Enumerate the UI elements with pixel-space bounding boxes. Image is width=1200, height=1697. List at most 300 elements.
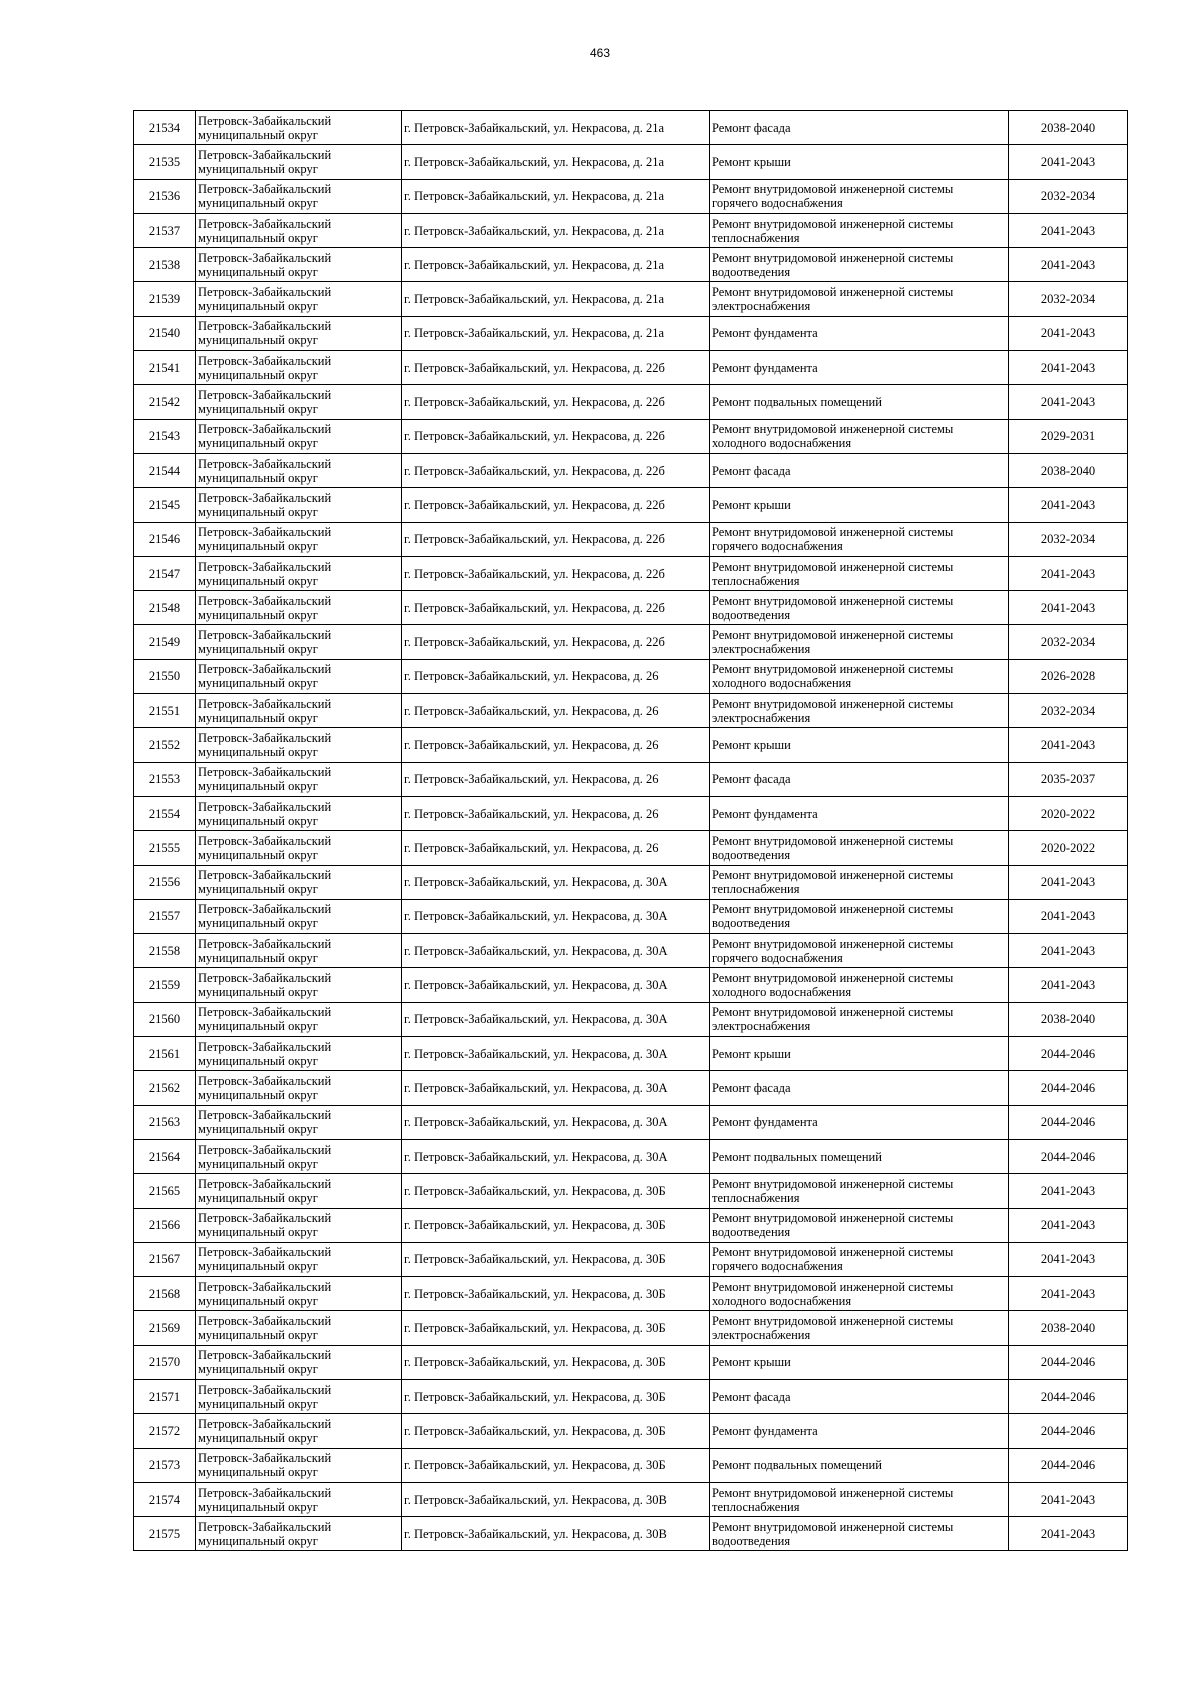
address-cell: г. Петровск-Забайкальский, ул. Некрасова, д. 21а (402, 248, 710, 282)
municipality-line: Петровск-Забайкальский (198, 1142, 332, 1157)
municipality-line: муниципальный округ (198, 1259, 318, 1274)
work-type-line: водоотведения (712, 607, 791, 622)
work-type-cell (710, 1174, 1009, 1208)
period-cell: 2032-2034 (1009, 694, 1128, 728)
municipality-line: Петровск-Забайкальский (198, 1519, 332, 1534)
row-number-cell: 21555 (134, 831, 196, 865)
municipality-cell (196, 111, 402, 145)
work-type-cell (710, 762, 1009, 796)
period-cell: 2041-2043 (1009, 488, 1128, 522)
municipality-line: Петровск-Забайкальский (198, 628, 332, 643)
municipality-cell (196, 248, 402, 282)
period-cell: 2041-2043 (1009, 899, 1128, 933)
work-type-line: горячего водоснабжения (712, 950, 843, 965)
municipality-cell (196, 1105, 402, 1139)
municipality-line: Петровск-Забайкальский (198, 147, 332, 162)
table-row (134, 213, 1128, 247)
table-row (134, 556, 1128, 590)
municipality-cell (196, 282, 402, 316)
period-cell: 2044-2046 (1009, 1037, 1128, 1071)
municipality-cell (196, 385, 402, 419)
table-row (134, 248, 1128, 282)
period-cell: 2032-2034 (1009, 179, 1128, 213)
municipality-line: Петровск-Забайкальский (198, 1416, 332, 1431)
work-type-cell (710, 625, 1009, 659)
work-type-line: Ремонт фасада (712, 1389, 791, 1404)
row-number-cell: 21551 (134, 694, 196, 728)
work-type-cell (710, 316, 1009, 350)
municipality-line: Петровск-Забайкальский (198, 1211, 332, 1226)
work-type-line: теплоснабжения (712, 230, 800, 245)
row-number-cell: 21552 (134, 728, 196, 762)
work-type-line: Ремонт фундамента (712, 326, 818, 341)
municipality-cell (196, 556, 402, 590)
municipality-cell (196, 865, 402, 899)
period-cell: 2041-2043 (1009, 248, 1128, 282)
municipality-cell (196, 1448, 402, 1482)
address-cell: г. Петровск-Забайкальский, ул. Некрасова, д. 26 (402, 762, 710, 796)
municipality-cell (196, 1071, 402, 1105)
row-number-cell: 21565 (134, 1174, 196, 1208)
municipality-cell (196, 1208, 402, 1242)
address-cell: г. Петровск-Забайкальский, ул. Некрасова, д. 30А (402, 934, 710, 968)
municipality-line: Петровск-Забайкальский (198, 525, 332, 540)
row-number-cell: 21562 (134, 1071, 196, 1105)
row-number-cell: 21559 (134, 968, 196, 1002)
period-cell: 2032-2034 (1009, 625, 1128, 659)
municipality-line: муниципальный округ (198, 607, 318, 622)
period-cell: 2044-2046 (1009, 1071, 1128, 1105)
work-type-line: Ремонт внутридомовой инженерной системы (712, 1005, 954, 1020)
row-number-cell: 21560 (134, 1002, 196, 1036)
table-row (134, 762, 1128, 796)
municipality-cell (196, 1277, 402, 1311)
row-number-cell: 21537 (134, 213, 196, 247)
work-type-line: Ремонт подвальных помещений (712, 1458, 882, 1473)
municipality-line: муниципальный округ (198, 504, 318, 519)
municipality-line: муниципальный округ (198, 1225, 318, 1240)
work-type-line: Ремонт подвальных помещений (712, 395, 882, 410)
address-cell: г. Петровск-Забайкальский, ул. Некрасова, д. 22б (402, 591, 710, 625)
row-number-cell: 21536 (134, 179, 196, 213)
table-row (134, 145, 1128, 179)
municipality-cell (196, 968, 402, 1002)
municipality-line: Петровск-Забайкальский (198, 936, 332, 951)
municipality-line: Петровск-Забайкальский (198, 868, 332, 883)
address-cell: г. Петровск-Забайкальский, ул. Некрасова, д. 30Б (402, 1242, 710, 1276)
work-type-cell (710, 1277, 1009, 1311)
municipality-line: Петровск-Забайкальский (198, 696, 332, 711)
row-number-cell: 21568 (134, 1277, 196, 1311)
municipality-line: Петровск-Забайкальский (198, 833, 332, 848)
municipality-line: муниципальный округ (198, 985, 318, 1000)
work-type-line: Ремонт крыши (712, 1355, 791, 1370)
work-type-line: теплоснабжения (712, 882, 800, 897)
municipality-line: муниципальный округ (198, 470, 318, 485)
period-cell: 2044-2046 (1009, 1448, 1128, 1482)
period-cell: 2041-2043 (1009, 728, 1128, 762)
work-type-line: теплоснабжения (712, 1499, 800, 1514)
address-cell: г. Петровск-Забайкальский, ул. Некрасова, д. 22б (402, 385, 710, 419)
row-number-cell: 21571 (134, 1379, 196, 1413)
table-row (134, 1105, 1128, 1139)
work-type-line: Ремонт внутридомовой инженерной системы (712, 559, 954, 574)
work-type-cell (710, 213, 1009, 247)
address-cell: г. Петровск-Забайкальский, ул. Некрасова, д. 30В (402, 1517, 710, 1551)
row-number-cell: 21557 (134, 899, 196, 933)
table-row (134, 1037, 1128, 1071)
work-type-cell (710, 179, 1009, 213)
work-type-cell (710, 796, 1009, 830)
work-type-line: Ремонт фундамента (712, 1423, 818, 1438)
period-cell: 2026-2028 (1009, 659, 1128, 693)
work-type-line: электроснабжения (712, 1328, 811, 1343)
work-type-line: Ремонт подвальных помещений (712, 1149, 882, 1164)
address-cell: г. Петровск-Забайкальский, ул. Некрасова, д. 22б (402, 625, 710, 659)
period-cell: 2041-2043 (1009, 213, 1128, 247)
work-type-line: Ремонт внутридомовой инженерной системы (712, 422, 954, 437)
address-cell: г. Петровск-Забайкальский, ул. Некрасова, д. 21а (402, 111, 710, 145)
work-type-line: водоотведения (712, 264, 791, 279)
municipality-line: Петровск-Забайкальский (198, 1039, 332, 1054)
period-cell: 2044-2046 (1009, 1345, 1128, 1379)
period-cell: 2029-2031 (1009, 419, 1128, 453)
row-number-cell: 21539 (134, 282, 196, 316)
municipality-line: муниципальный округ (198, 744, 318, 759)
municipality-cell (196, 1414, 402, 1448)
municipality-line: Петровск-Забайкальский (198, 1451, 332, 1466)
work-type-line: холодного водоснабжения (712, 676, 852, 691)
municipality-cell (196, 1482, 402, 1516)
work-type-cell (710, 351, 1009, 385)
period-cell: 2041-2043 (1009, 591, 1128, 625)
period-cell: 2038-2040 (1009, 453, 1128, 487)
work-type-cell (710, 522, 1009, 556)
work-type-cell (710, 934, 1009, 968)
period-cell: 2044-2046 (1009, 1139, 1128, 1173)
table-row (134, 728, 1128, 762)
municipality-line: муниципальный округ (198, 1499, 318, 1514)
row-number-cell: 21543 (134, 419, 196, 453)
address-cell: г. Петровск-Забайкальский, ул. Некрасова, д. 30Б (402, 1208, 710, 1242)
work-type-cell (710, 453, 1009, 487)
municipality-line: Петровск-Забайкальский (198, 765, 332, 780)
period-cell: 2041-2043 (1009, 968, 1128, 1002)
municipality-line: Петровск-Забайкальский (198, 662, 332, 677)
work-type-line: теплоснабжения (712, 1190, 800, 1205)
municipality-line: муниципальный округ (198, 1533, 318, 1548)
work-type-cell (710, 1345, 1009, 1379)
work-type-line: холодного водоснабжения (712, 436, 852, 451)
work-type-cell (710, 1482, 1009, 1516)
work-type-cell (710, 1139, 1009, 1173)
municipality-line: муниципальный округ (198, 916, 318, 931)
municipality-cell (196, 419, 402, 453)
period-cell: 2038-2040 (1009, 111, 1128, 145)
row-number-cell: 21547 (134, 556, 196, 590)
table-row (134, 899, 1128, 933)
work-type-cell (710, 556, 1009, 590)
table-row (134, 1311, 1128, 1345)
row-number-cell: 21566 (134, 1208, 196, 1242)
work-type-cell (710, 1071, 1009, 1105)
work-type-cell (710, 865, 1009, 899)
table-row (134, 1517, 1128, 1551)
municipality-line: Петровск-Забайкальский (198, 1279, 332, 1294)
address-cell: г. Петровск-Забайкальский, ул. Некрасова, д. 30А (402, 1139, 710, 1173)
row-number-cell: 21545 (134, 488, 196, 522)
municipality-cell (196, 796, 402, 830)
municipality-cell (196, 1242, 402, 1276)
address-cell: г. Петровск-Забайкальский, ул. Некрасова, д. 26 (402, 659, 710, 693)
row-number-cell: 21554 (134, 796, 196, 830)
table-row (134, 1002, 1128, 1036)
work-type-line: горячего водоснабжения (712, 1259, 843, 1274)
municipality-line: муниципальный округ (198, 367, 318, 382)
period-cell: 2038-2040 (1009, 1311, 1128, 1345)
work-type-line: Ремонт внутридомовой инженерной системы (712, 833, 954, 848)
row-number-cell: 21574 (134, 1482, 196, 1516)
work-type-line: электроснабжения (712, 642, 811, 657)
work-type-line: Ремонт внутридомовой инженерной системы (712, 285, 954, 300)
municipality-cell (196, 899, 402, 933)
address-cell: г. Петровск-Забайкальский, ул. Некрасова, д. 30Б (402, 1174, 710, 1208)
table-row (134, 831, 1128, 865)
municipality-line: муниципальный округ (198, 299, 318, 314)
work-type-cell (710, 419, 1009, 453)
municipality-line: Петровск-Забайкальский (198, 1314, 332, 1329)
municipality-line: Петровск-Забайкальский (198, 1176, 332, 1191)
table-row (134, 1242, 1128, 1276)
municipality-cell (196, 179, 402, 213)
period-cell: 2041-2043 (1009, 1482, 1128, 1516)
municipality-line: Петровск-Забайкальский (198, 113, 332, 128)
address-cell: г. Петровск-Забайкальский, ул. Некрасова, д. 30Б (402, 1345, 710, 1379)
table-row (134, 968, 1128, 1002)
municipality-cell (196, 934, 402, 968)
address-cell: г. Петровск-Забайкальский, ул. Некрасова, д. 26 (402, 728, 710, 762)
row-number-cell: 21569 (134, 1311, 196, 1345)
row-number-cell: 21563 (134, 1105, 196, 1139)
address-cell: г. Петровск-Забайкальский, ул. Некрасова, д. 30А (402, 968, 710, 1002)
address-cell: г. Петровск-Забайкальский, ул. Некрасова, д. 30В (402, 1482, 710, 1516)
address-cell: г. Петровск-Забайкальский, ул. Некрасова, д. 30А (402, 1071, 710, 1105)
municipality-line: муниципальный округ (198, 539, 318, 554)
work-type-line: Ремонт внутридомовой инженерной системы (712, 525, 954, 540)
municipality-line: муниципальный округ (198, 436, 318, 451)
work-type-cell (710, 1311, 1009, 1345)
table-row (134, 1482, 1128, 1516)
period-cell: 2044-2046 (1009, 1414, 1128, 1448)
period-cell: 2041-2043 (1009, 1208, 1128, 1242)
work-type-line: холодного водоснабжения (712, 1293, 852, 1308)
table-row (134, 179, 1128, 213)
table-row (134, 625, 1128, 659)
work-type-cell (710, 248, 1009, 282)
municipality-line: муниципальный округ (198, 264, 318, 279)
table-row (134, 111, 1128, 145)
municipality-line: Петровск-Забайкальский (198, 285, 332, 300)
period-cell: 2041-2043 (1009, 1277, 1128, 1311)
work-type-line: Ремонт внутридомовой инженерной системы (712, 628, 954, 643)
address-cell: г. Петровск-Забайкальский, ул. Некрасова, д. 21а (402, 316, 710, 350)
table-row (134, 1139, 1128, 1173)
address-cell: г. Петровск-Забайкальский, ул. Некрасова, д. 30Б (402, 1277, 710, 1311)
address-cell: г. Петровск-Забайкальский, ул. Некрасова, д. 26 (402, 694, 710, 728)
work-type-line: водоотведения (712, 1533, 791, 1548)
work-type-line: электроснабжения (712, 710, 811, 725)
row-number-cell: 21553 (134, 762, 196, 796)
work-type-line: Ремонт фундамента (712, 1115, 818, 1130)
period-cell: 2041-2043 (1009, 1174, 1128, 1208)
municipality-line: Петровск-Забайкальский (198, 1348, 332, 1363)
table-row (134, 796, 1128, 830)
municipality-line: Петровск-Забайкальский (198, 388, 332, 403)
table-row (134, 351, 1128, 385)
row-number-cell: 21572 (134, 1414, 196, 1448)
period-cell: 2041-2043 (1009, 934, 1128, 968)
municipality-cell (196, 522, 402, 556)
row-number-cell: 21570 (134, 1345, 196, 1379)
municipality-line: Петровск-Забайкальский (198, 1382, 332, 1397)
work-type-line: Ремонт фасада (712, 1080, 791, 1095)
work-type-line: Ремонт крыши (712, 1046, 791, 1061)
work-type-cell (710, 899, 1009, 933)
municipality-line: Петровск-Забайкальский (198, 1005, 332, 1020)
work-type-line: Ремонт внутридомовой инженерной системы (712, 662, 954, 677)
repair-schedule-table (133, 110, 1128, 1551)
period-cell: 2041-2043 (1009, 385, 1128, 419)
work-type-line: Ремонт внутридомовой инженерной системы (712, 971, 954, 986)
work-type-line: водоотведения (712, 916, 791, 931)
municipality-line: Петровск-Забайкальский (198, 250, 332, 265)
municipality-cell (196, 453, 402, 487)
row-number-cell: 21548 (134, 591, 196, 625)
table-row (134, 419, 1128, 453)
work-type-line: электроснабжения (712, 299, 811, 314)
municipality-line: Петровск-Забайкальский (198, 353, 332, 368)
municipality-line: Петровск-Забайкальский (198, 1073, 332, 1088)
work-type-line: электроснабжения (712, 1019, 811, 1034)
municipality-line: муниципальный округ (198, 1430, 318, 1445)
table-row (134, 1448, 1128, 1482)
work-type-cell (710, 1448, 1009, 1482)
row-number-cell: 21575 (134, 1517, 196, 1551)
work-type-cell (710, 659, 1009, 693)
row-number-cell: 21542 (134, 385, 196, 419)
address-cell: г. Петровск-Забайкальский, ул. Некрасова, д. 30А (402, 1105, 710, 1139)
work-type-line: Ремонт внутридомовой инженерной системы (712, 1176, 954, 1191)
row-number-cell: 21544 (134, 453, 196, 487)
address-cell: г. Петровск-Забайкальский, ул. Некрасова, д. 30А (402, 899, 710, 933)
municipality-line: муниципальный округ (198, 573, 318, 588)
address-cell: г. Петровск-Забайкальский, ул. Некрасова, д. 22б (402, 351, 710, 385)
work-type-line: Ремонт внутридомовой инженерной системы (712, 1245, 954, 1260)
work-type-cell (710, 1379, 1009, 1413)
municipality-line: муниципальный округ (198, 1293, 318, 1308)
address-cell: г. Петровск-Забайкальский, ул. Некрасова, д. 22б (402, 453, 710, 487)
work-type-cell (710, 488, 1009, 522)
municipality-line: муниципальный округ (198, 642, 318, 657)
table-row (134, 453, 1128, 487)
row-number-cell: 21550 (134, 659, 196, 693)
work-type-line: Ремонт внутридомовой инженерной системы (712, 1279, 954, 1294)
table-row (134, 1208, 1128, 1242)
address-cell: г. Петровск-Забайкальский, ул. Некрасова, д. 21а (402, 145, 710, 179)
municipality-line: муниципальный округ (198, 847, 318, 862)
row-number-cell: 21538 (134, 248, 196, 282)
table-row (134, 282, 1128, 316)
municipality-cell (196, 591, 402, 625)
municipality-line: муниципальный округ (198, 196, 318, 211)
period-cell: 2020-2022 (1009, 796, 1128, 830)
municipality-line: Петровск-Забайкальский (198, 319, 332, 334)
municipality-cell (196, 1345, 402, 1379)
address-cell: г. Петровск-Забайкальский, ул. Некрасова, д. 22б (402, 522, 710, 556)
period-cell: 2041-2043 (1009, 1242, 1128, 1276)
work-type-line: Ремонт крыши (712, 497, 791, 512)
work-type-line: Ремонт внутридомовой инженерной системы (712, 696, 954, 711)
table-row (134, 1277, 1128, 1311)
work-type-line: Ремонт внутридомовой инженерной системы (712, 1211, 954, 1226)
work-type-line: Ремонт фундамента (712, 806, 818, 821)
municipality-line: муниципальный округ (198, 676, 318, 691)
municipality-line: Петровск-Забайкальский (198, 490, 332, 505)
work-type-line: теплоснабжения (712, 573, 800, 588)
municipality-cell (196, 762, 402, 796)
work-type-line: Ремонт фасада (712, 772, 791, 787)
work-type-cell (710, 111, 1009, 145)
municipality-cell (196, 1379, 402, 1413)
work-type-line: водоотведения (712, 1225, 791, 1240)
address-cell: г. Петровск-Забайкальский, ул. Некрасова, д. 30А (402, 1037, 710, 1071)
municipality-line: Петровск-Забайкальский (198, 902, 332, 917)
table-row (134, 659, 1128, 693)
municipality-cell (196, 659, 402, 693)
table-row (134, 1414, 1128, 1448)
work-type-line: Ремонт внутридомовой инженерной системы (712, 902, 954, 917)
municipality-line: муниципальный округ (198, 1156, 318, 1171)
municipality-cell (196, 213, 402, 247)
municipality-line: Петровск-Забайкальский (198, 559, 332, 574)
work-type-line: Ремонт внутридомовой инженерной системы (712, 216, 954, 231)
table-row (134, 694, 1128, 728)
period-cell: 2041-2043 (1009, 145, 1128, 179)
municipality-cell (196, 1517, 402, 1551)
municipality-line: муниципальный округ (198, 402, 318, 417)
table-body (134, 111, 1128, 1551)
row-number-cell: 21535 (134, 145, 196, 179)
municipality-line: муниципальный округ (198, 1122, 318, 1137)
period-cell: 2041-2043 (1009, 556, 1128, 590)
table-row (134, 316, 1128, 350)
municipality-cell (196, 145, 402, 179)
table-row (134, 522, 1128, 556)
period-cell: 2032-2034 (1009, 282, 1128, 316)
work-type-line: Ремонт внутридомовой инженерной системы (712, 1314, 954, 1329)
address-cell: г. Петровск-Забайкальский, ул. Некрасова, д. 21а (402, 282, 710, 316)
work-type-line: Ремонт фасада (712, 463, 791, 478)
municipality-line: муниципальный округ (198, 1019, 318, 1034)
municipality-line: Петровск-Забайкальский (198, 593, 332, 608)
municipality-line: муниципальный округ (198, 1190, 318, 1205)
municipality-cell (196, 625, 402, 659)
address-cell: г. Петровск-Забайкальский, ул. Некрасова, д. 22б (402, 488, 710, 522)
municipality-line: муниципальный округ (198, 333, 318, 348)
row-number-cell: 21556 (134, 865, 196, 899)
table-row (134, 488, 1128, 522)
municipality-line: Петровск-Забайкальский (198, 799, 332, 814)
